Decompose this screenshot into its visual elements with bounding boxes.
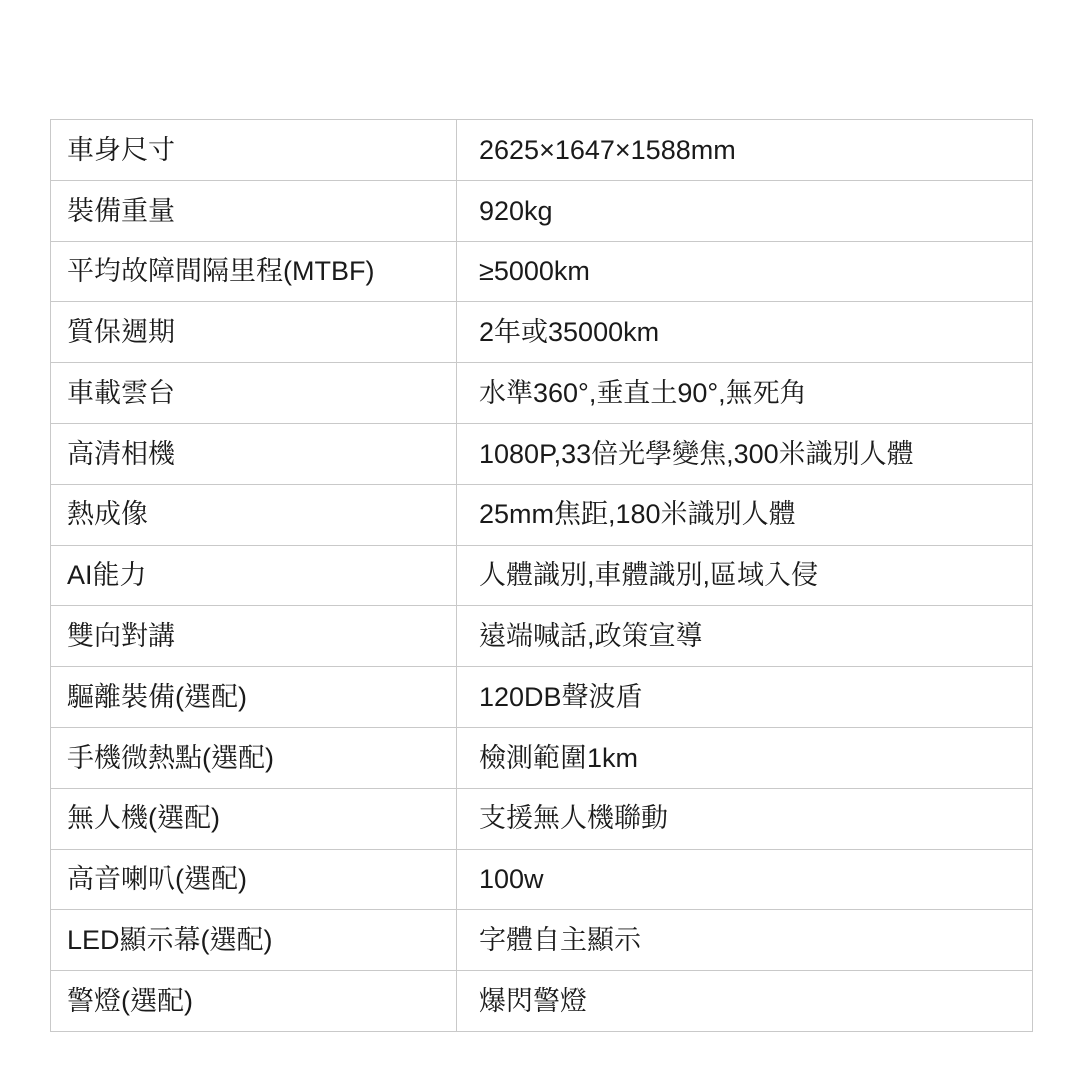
table-row bbox=[51, 788, 1033, 849]
spec-value-cell: 字體自主顯示 bbox=[457, 910, 1033, 971]
spec-label-cell: 高音喇叭(選配) bbox=[51, 849, 457, 910]
table-row bbox=[51, 727, 1033, 788]
spec-label-cell: 質保週期 bbox=[51, 302, 457, 363]
table-row bbox=[51, 849, 1033, 910]
spec-value-cell: 1080P,33倍光學變焦,300米識別人體 bbox=[457, 423, 1033, 484]
table-row bbox=[51, 971, 1033, 1032]
spec-label-cell: 驅離裝備(選配) bbox=[51, 667, 457, 728]
table-row bbox=[51, 180, 1033, 241]
spec-label-cell: 高清相機 bbox=[51, 423, 457, 484]
specification-table-body bbox=[51, 120, 1033, 1032]
table-row bbox=[51, 120, 1033, 181]
spec-value-cell: 檢測範圍1km bbox=[457, 727, 1033, 788]
spec-label-cell: 平均故障間隔里程(MTBF) bbox=[51, 241, 457, 302]
spec-value-cell: ≥5000km bbox=[457, 241, 1033, 302]
spec-value-cell: 水準360°,垂直土90°,無死角 bbox=[457, 363, 1033, 424]
spec-value-cell: 120DB聲波盾 bbox=[457, 667, 1033, 728]
spec-label-cell: AI能力 bbox=[51, 545, 457, 606]
table-row bbox=[51, 667, 1033, 728]
table-row bbox=[51, 241, 1033, 302]
spec-label-cell: 車載雲台 bbox=[51, 363, 457, 424]
spec-label-cell: 裝備重量 bbox=[51, 180, 457, 241]
spec-label-cell: 熱成像 bbox=[51, 484, 457, 545]
spec-value-cell: 25mm焦距,180米識別人體 bbox=[457, 484, 1033, 545]
spec-label-cell: 車身尺寸 bbox=[51, 120, 457, 181]
table-row bbox=[51, 423, 1033, 484]
spec-label-cell: 手機微熱點(選配) bbox=[51, 727, 457, 788]
spec-value-cell: 遠端喊話,政策宣導 bbox=[457, 606, 1033, 667]
spec-value-cell: 爆閃警燈 bbox=[457, 971, 1033, 1032]
specification-table bbox=[50, 119, 1033, 1032]
spec-label-cell: 警燈(選配) bbox=[51, 971, 457, 1032]
spec-value-cell: 2625×1647×1588mm bbox=[457, 120, 1033, 181]
spec-value-cell: 920kg bbox=[457, 180, 1033, 241]
spec-label-cell: LED顯示幕(選配) bbox=[51, 910, 457, 971]
table-row bbox=[51, 606, 1033, 667]
spec-value-cell: 2年或35000km bbox=[457, 302, 1033, 363]
table-row bbox=[51, 910, 1033, 971]
table-row bbox=[51, 484, 1033, 545]
spec-label-cell: 無人機(選配) bbox=[51, 788, 457, 849]
spec-value-cell: 100w bbox=[457, 849, 1033, 910]
spec-label-cell: 雙向對講 bbox=[51, 606, 457, 667]
table-row bbox=[51, 545, 1033, 606]
spec-value-cell: 支援無人機聯動 bbox=[457, 788, 1033, 849]
table-row bbox=[51, 302, 1033, 363]
table-row bbox=[51, 363, 1033, 424]
spec-value-cell: 人體識別,車體識別,區域入侵 bbox=[457, 545, 1033, 606]
